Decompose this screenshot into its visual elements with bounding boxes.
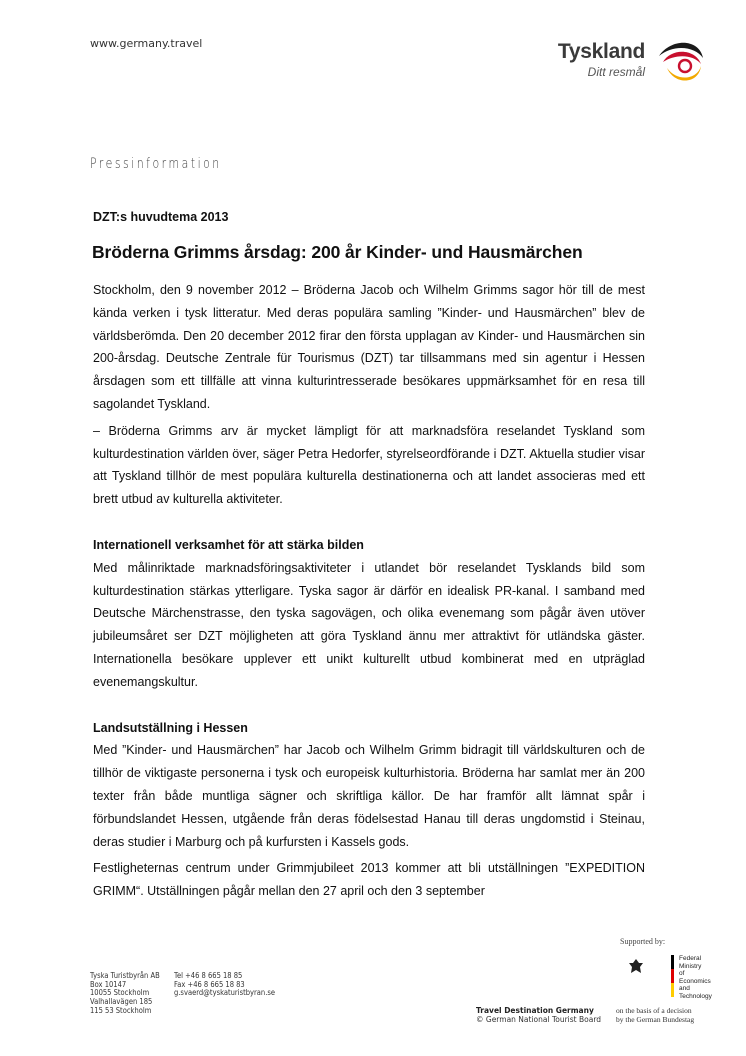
footer-organization: Travel Destination Germany © German National Tourist Board [476,1006,602,1024]
section-paragraph: Festligheternas centrum under Grimmjubileet 2013 kommer att bli utställningen ”EXPEDITION GRIMM“. Utställningen pågår mellan den 27 april och den 3 september [93,861,645,899]
supported-by-label: Supported by: [620,937,666,946]
flag-stripe-black [671,955,674,969]
section-paragraph: Med ”Kinder- und Hausmärchen” har Jacob och Wilhelm Grimm bidragit till världskulturen och de tillhör de viktigaste personerna i tysk och europeisk kulturhistoria. Bröderna har samlat mer än 200 texter från både muntliga sägner och skriftliga källor. De har framför allt lämnat spår i förbundslandet Hessen, utgående från deras födelsestad Hanau till deras ungdomstid i Steinau, deras studier i Marburg och på kurfursten i Kassels gods. [93,743,645,849]
section-heading: Landsutställning i Hessen [93,720,248,735]
kicker: DZT:s huvudtema 2013 [93,210,229,224]
ministry-logo [627,955,717,999]
section-heading: Internationell verksamhet för att stärka bilden [93,537,364,552]
ministry-name: Federal Ministry of Economics and Technology [679,955,712,1000]
headline: Bröderna Grimms årsdag: 200 år Kinder- und Hausmärchen [92,242,583,262]
footer-address: Tyska Turistbyrån AB Box 10147 10055 Stockholm Valhallavägen 185 115 53 Stockholm [90,971,160,1015]
intro-paragraph: Stockholm, den 9 november 2012 – Bröderna Jacob och Wilhelm Grimms sagor hör till de mest kända verken i tysk litteratur. Med deras populära samling ”Kinder- und Hausmärchen” blev de världsberömda. Den 20 december 2012 firar den första upplagan av Kinder- und Hausmärchen sin 200-årsdag. Deutsche Zentrale für Tourismus (DZT) tar tillsammans med sin agentur i Hessen årsdagen som ett tillfälle att vinna kulturintresserade besökares uppmärksamhet för en resa till sagolandet Tyskland. [93,283,645,411]
tyskland-logo [545,36,715,92]
section-paragraph: Med målinriktade marknadsföringsaktiviteter i utlandet bör reselandet Tysklands bild som kulturdestination stärkas ytterligare. Tyska sagor är därför en idealisk PR-kanal. I samband med Deutsche Märchenstrasse, den tyska sagovägen, och olika evenemang som pågår även utöver jubileumsåret ser DZT möjligheten att göra Tyskland ännu mer attraktivt för utländska gäster. Internationella besökare upplever ett unikt kulturellt utbud kombinerat med en utpräglad evenemangskultur. [93,560,645,689]
intro-paragraph: – Bröderna Grimms arv är mycket lämpligt för att marknadsföra reselandet Tyskland som kulturdestination världen över, säger Petra Hedorfer, styrelseordförande i DZT. Aktuella studier visar att Tyskland tillhör de mest populära kulturella destinationerna och att landet associeras med ett brett utbud av kulturella aktiviteter. [93,423,645,507]
logo-title: Tyskland [557,40,645,63]
flag-stripe-gold [671,983,674,997]
footer-basis: on the basis of a decision by the German Bundestag [616,1006,695,1024]
footer-contact: Tel +46 8 665 18 85 Fax +46 8 665 18 83 g.svaerd@tyskaturistbyran.se [174,971,276,998]
press-label: Pressinformation [90,156,222,172]
germany-swirl-icon [651,36,707,92]
article-body [93,279,645,903]
website-url: www.germany.travel [90,37,203,50]
federal-eagle-icon [627,957,645,975]
footer-email-link[interactable]: g.svaerd@tyskaturistbyran.se [174,988,276,998]
flag-stripe-red [671,969,674,983]
logo-subtitle: Ditt resmål [587,65,645,79]
